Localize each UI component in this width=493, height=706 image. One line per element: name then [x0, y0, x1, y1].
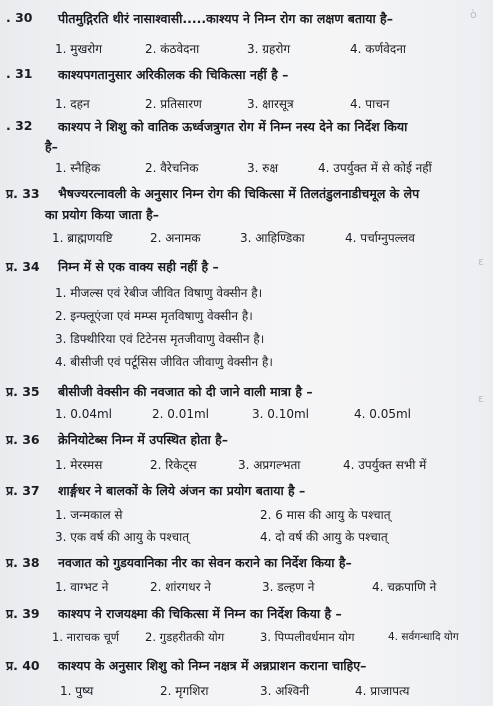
question-text: बीसीजी वेक्सीन की नवजात को दी जाने वाली मात्रा है – — [58, 384, 313, 399]
question-number: प्र. 33 — [6, 186, 40, 201]
option: 3. ग्रहरोग — [247, 42, 291, 56]
option: 2. मृगशिरा — [160, 684, 209, 698]
bleed-through-mark: ε — [478, 392, 484, 405]
question-number: प्र. 38 — [6, 555, 40, 570]
bleed-through-mark: ò — [470, 8, 477, 21]
option: 3. एक वर्ष की आयु के पश्चात् — [55, 530, 190, 544]
question-text: काश्यप ने शिशु को वातिक ऊर्ध्वजत्रुगत रोग में निम्न नस्य देने का निर्देश किया — [58, 119, 408, 134]
question-number: . 32 — [6, 118, 33, 133]
option: 2. गुडहरीतकी योग — [145, 630, 225, 644]
option: 3. रुक्ष — [247, 161, 279, 175]
option: 4. चक्रपाणि ने — [372, 580, 437, 594]
question-text: निम्न में से एक वाक्य सही नहीं है – — [58, 259, 219, 274]
option: 3. क्षारसूत्र — [247, 97, 294, 111]
question-text: पीतमुद्गिरति थीरं नासाश्वासी.....काश्यप ने निम्न रोग का लक्षण बताया है– — [58, 11, 393, 26]
option: 4. उपर्युक्त सभी में — [343, 458, 427, 472]
option: 3. आहिण्डिका — [240, 231, 305, 245]
option: 4. पाचन — [350, 97, 390, 111]
option: 2. इन्फ्लूएंजा एवं मम्प्स मृतविषाणु वेक्सीन है। — [55, 309, 253, 323]
option: 4. कर्णवेदना — [350, 42, 406, 56]
option: 2. वैरेचनिक — [145, 161, 199, 175]
question-text: काश्यप के अनुसार शिशु को निम्न नक्षत्र में अन्नप्राशन कराना चाहिए– — [58, 658, 367, 673]
option: 3. 0.10ml — [252, 407, 310, 421]
option: 1. स्नैहिक — [55, 161, 101, 175]
option: 1. मुखरोग — [55, 42, 103, 56]
option: 4. पर्चाग्नुपल्लव — [345, 231, 415, 245]
option: 4. सर्वगन्धादि योग — [388, 631, 459, 643]
option: 1. वाग्भट ने — [55, 580, 109, 594]
option: 3. डिफ्थीरिया एवं टिटेनस मृतजीवाणु वेक्सीन है। — [55, 332, 265, 346]
option: 3. पिप्पलीवर्धमान योग — [260, 630, 355, 644]
option: 4. उपर्युक्त में से कोई नहीं — [318, 161, 432, 175]
option: 1. 0.04ml — [55, 407, 113, 421]
option: 2. 0.01ml — [152, 407, 210, 421]
question-text: भैषज्यरत्नावली के अनुसार निम्न रोग की चिकित्सा में तिलतंडुलनाडीचमूल के लेप — [58, 186, 420, 201]
question-number: प्र. 39 — [6, 606, 40, 621]
option: 1. जन्मकाल से — [55, 508, 123, 522]
question-number: प्र. 34 — [6, 259, 40, 274]
option: 1. मीजल्स एवं रेबीज जीवित विषाणु वेक्सीन है। — [55, 286, 263, 300]
option: 4. प्राजापत्य — [355, 684, 410, 698]
bleed-through-mark: ε — [478, 255, 484, 268]
option: 2. रिकेट्स — [150, 458, 197, 472]
question-number: . 30 — [6, 10, 33, 25]
option: 1. नाराचक चूर्ण — [52, 630, 120, 644]
option: 1. पुष्य — [60, 684, 94, 698]
question-text: काश्यप ने राजयक्ष्मा की चिकित्सा में निम्न का निर्देश किया है – — [58, 606, 342, 621]
question-text: काश्यपगतानुसार अरिकीलक की चिकित्सा नहीं है – — [58, 67, 289, 82]
question-number: . 31 — [6, 66, 33, 81]
question-text: क्रेनियोटेब्स निम्न में उपस्थित होता है– — [58, 432, 228, 447]
option: 3. अश्विनी — [260, 684, 310, 698]
option: 4. बीसीजी एवं पर्टूसिस जीवित जीवाणु वेक्सीन है। — [55, 355, 273, 369]
question-text: नवजात को गुडयवानिका नीर का सेवन कराने का निर्देश किया है– — [58, 555, 352, 570]
question-text: शार्ङ्गधर ने बालकों के लिये अंजन का प्रयोग बताया है – — [58, 483, 306, 498]
option: 4. दो वर्ष की आयु के पश्चात् — [260, 530, 388, 544]
option: 1. दहन — [55, 97, 90, 111]
question-text: है– — [45, 139, 58, 154]
option: 1. मेरस्मस — [55, 458, 103, 472]
question-text: का प्रयोग किया जाता है– — [45, 207, 159, 222]
option: 1. ब्राह्मणयष्टि — [52, 231, 113, 245]
option: 3. डल्हण ने — [262, 580, 315, 594]
question-number: प्र. 36 — [6, 432, 40, 447]
option: 2. अनामक — [150, 231, 201, 245]
question-number: प्र. 37 — [6, 483, 40, 498]
question-number: प्र. 35 — [6, 384, 40, 399]
option: 2. कंठवेदना — [145, 42, 200, 56]
option: 4. 0.05ml — [354, 407, 412, 421]
option: 2. शांरगधर ने — [150, 580, 211, 594]
option: 2. प्रतिसारण — [145, 97, 202, 111]
option: 2. 6 मास की आयु के पश्चात् — [260, 508, 391, 522]
option: 3. अप्रगल्भता — [238, 458, 301, 472]
question-number: प्र. 40 — [6, 658, 40, 673]
